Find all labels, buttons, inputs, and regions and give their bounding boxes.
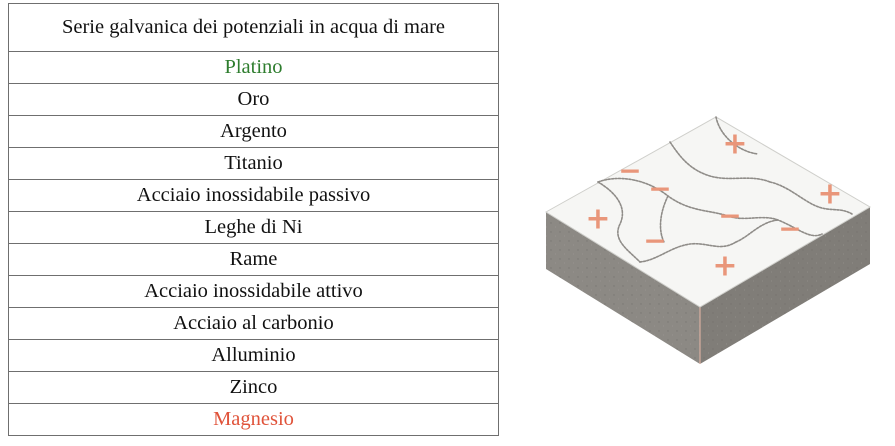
table-row bbox=[9, 372, 499, 404]
table-row bbox=[9, 52, 499, 84]
galvanic-series-table bbox=[8, 3, 499, 436]
table-row bbox=[9, 244, 499, 276]
metal-name: Rame bbox=[9, 244, 499, 276]
metal-name: Magnesio bbox=[9, 404, 499, 436]
metal-name: Titanio bbox=[9, 148, 499, 180]
table-row bbox=[9, 340, 499, 372]
table-header-row bbox=[9, 4, 499, 52]
minus-sign-icon: − bbox=[778, 212, 802, 245]
table-row bbox=[9, 84, 499, 116]
metal-name: Oro bbox=[9, 84, 499, 116]
plus-sign-icon: + bbox=[712, 248, 738, 284]
corroding-metal-block-illustration bbox=[540, 112, 875, 372]
table-row bbox=[9, 116, 499, 148]
table-body bbox=[9, 52, 499, 436]
table-row bbox=[9, 148, 499, 180]
metal-name: Argento bbox=[9, 116, 499, 148]
plus-sign-icon: + bbox=[817, 176, 843, 212]
metal-name: Acciaio inossidabile passivo bbox=[9, 180, 499, 212]
minus-sign-icon: − bbox=[718, 199, 742, 232]
table-row bbox=[9, 308, 499, 340]
table-title: Serie galvanica dei potenziali in acqua di mare bbox=[9, 4, 499, 52]
table-row bbox=[9, 276, 499, 308]
minus-sign-icon: − bbox=[618, 154, 642, 187]
plus-sign-icon: + bbox=[722, 126, 748, 162]
table-row bbox=[9, 212, 499, 244]
metal-name: Leghe di Ni bbox=[9, 212, 499, 244]
metal-name: Acciaio al carbonio bbox=[9, 308, 499, 340]
metal-name: Alluminio bbox=[9, 340, 499, 372]
minus-sign-icon: − bbox=[643, 224, 667, 257]
minus-sign-icon: − bbox=[648, 172, 672, 205]
metal-name: Acciaio inossidabile attivo bbox=[9, 276, 499, 308]
metal-name: Zinco bbox=[9, 372, 499, 404]
plus-sign-icon: + bbox=[585, 201, 611, 237]
metal-name: Platino bbox=[9, 52, 499, 84]
table-row bbox=[9, 404, 499, 436]
table-row bbox=[9, 180, 499, 212]
